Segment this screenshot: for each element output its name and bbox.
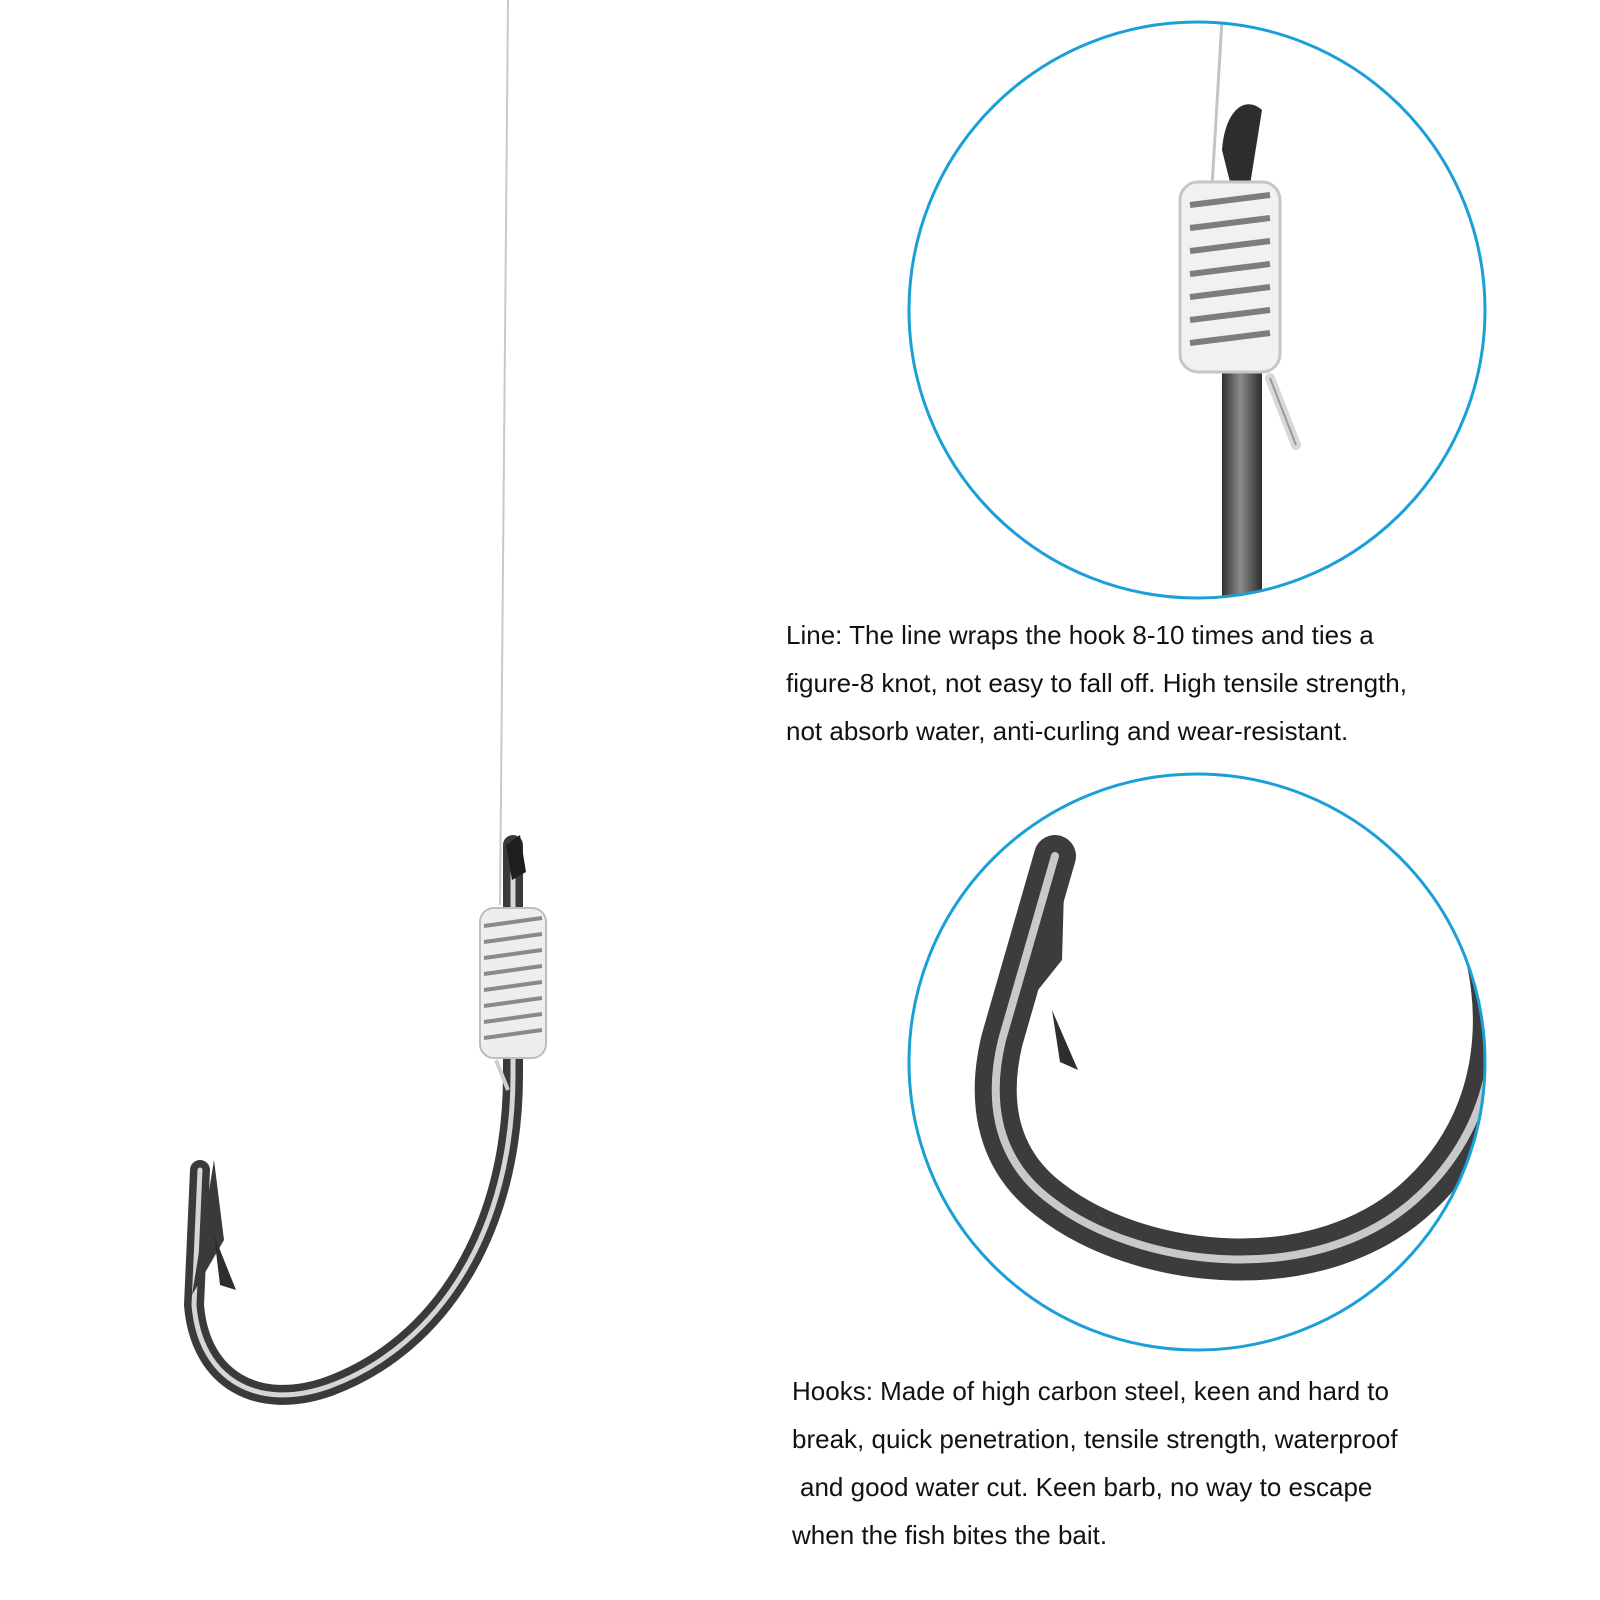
caption-text-line: Line: The line wraps the hook 8-10 times and ties a (786, 620, 1374, 650)
detail-knot-wraps (1180, 182, 1280, 372)
caption-text-line: figure-8 knot, not easy to fall off. High tensile strength, (786, 668, 1407, 698)
caption-text-line: not absorb water, anti-curling and wear-resistant. (786, 716, 1349, 746)
caption-text-line: and good water cut. Keen barb, no way to escape (800, 1472, 1373, 1502)
knot-detail-circle (909, 20, 1485, 640)
hook-detail-circle (909, 774, 1494, 1350)
caption-text-line: when the fish bites the bait. (792, 1520, 1108, 1550)
main-hook-image (192, 0, 546, 1395)
caption-text-line: break, quick penetration, tensile strength, waterproof (792, 1424, 1398, 1454)
hooks-feature-caption (792, 1367, 1398, 1559)
caption-text-line: Hooks: Made of high carbon steel, keen and hard to (792, 1376, 1389, 1406)
fishing-line (500, 0, 508, 905)
hook-body (194, 845, 513, 1395)
line-feature-caption (786, 611, 1407, 755)
